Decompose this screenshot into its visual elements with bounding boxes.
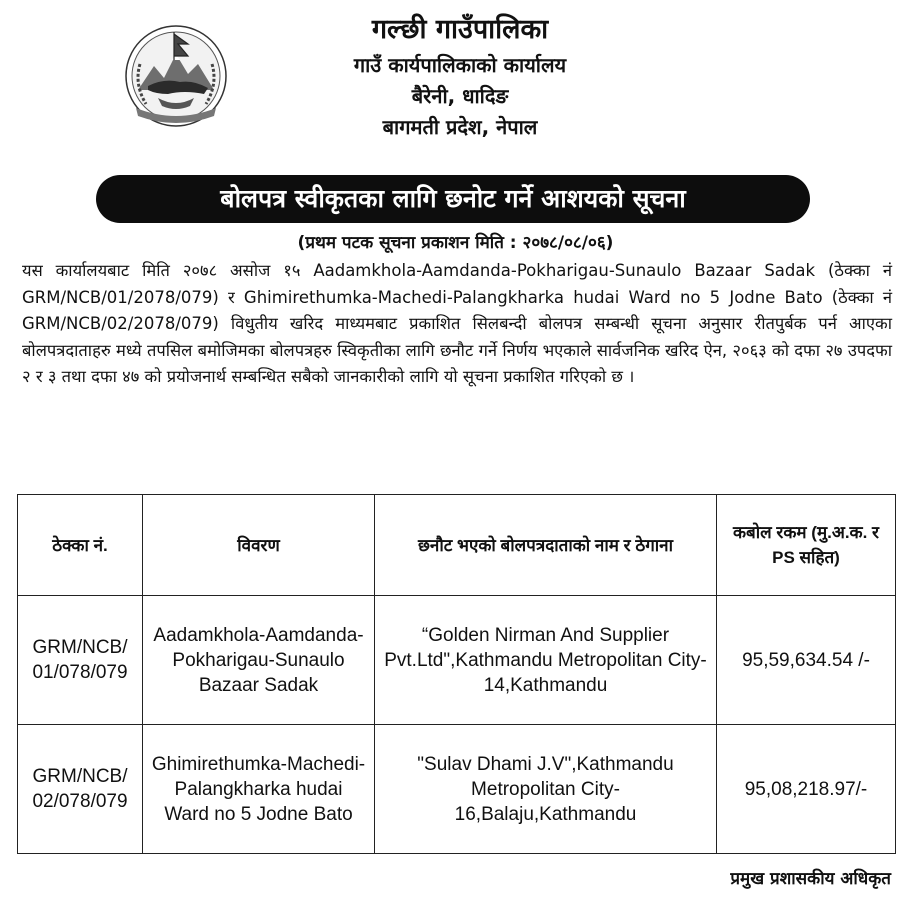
office-address-block [250,10,670,143]
notice-body-text: यस कार्यालयबाट मिति २०७८ असोज १५ Aadamkhola-Aamdanda-Pokharigau-Sunaulo Bazaar Sadak (ठेक्का नं GRM/NCB/01/2078/079) र Ghimirethumka-Machedi-Palangkharka hudai Ward no 5 Jodne Bato (ठेक्का नं GRM/NCB/02/2078/079) विधुतीय खरिद माध्यमबाट प्रकाशित सिलबन्दी बोलपत्र सम्बन्धी सूचना अनुसार रीतपुर्बक पर्न आएका बोलपत्रदाताहरु मध्ये तपसिल बमोजिमका बोलपत्रहरु स्विकृतीका लागि छनौट गर्ने निर्णय भएकाले सार्वजनिक खरिद ऐन, २०६३ को दफा २७ उपदफा २ र ३ तथा दफा ४७ को प्रयोजनार्थ सम्बन्धित सबैको जानकारीको लागि यो सूचना प्रकाशित गरिएको छ । [22,261,892,386]
header-amount: कबोल रकम (मु.अ.क. र PS सहित) [717,495,896,596]
publication-date: (प्रथम पटक सूचना प्रकाशन मिति : २०७८/०८/०६) [297,233,614,253]
notice-title-banner: बोलपत्र स्वीकृतका लागि छनोट गर्ने आशयको सूचना [96,175,810,223]
cell-description: Aadamkhola-Aamdanda-Pokharigau-Sunaulo Bazaar Sadak [143,596,375,725]
cell-amount: 95,08,218.97/- [717,725,896,854]
cell-amount: 95,59,634.54 /- [717,596,896,725]
selected-bidders-table [17,494,896,854]
nepal-emblem-icon [124,24,228,128]
province-country: बागमती प्रदेश, नेपाल [382,115,538,139]
table-row [18,596,896,725]
signatory-title: प्रमुख प्रशासकीय अधिकृत [730,869,891,889]
table-header-row [18,495,896,596]
header-contract-no: ठेक्का नं. [18,495,143,596]
cell-bidder: "Sulav Dhami J.V",Kathmandu Metropolitan City-16,Balaju,Kathmandu [375,725,717,854]
table-row [18,725,896,854]
cell-bidder: “Golden Nirman And Supplier Pvt.Ltd",Kathmandu Metropolitan City-14,Kathmandu [375,596,717,725]
header-bidder: छनौट भएको बोलपत्रदाताको नाम र ठेगाना [375,495,717,596]
notice-header [0,0,911,160]
cell-description: Ghimirethumka-Machedi-Palangkharka hudai Ward no 5 Jodne Bato [143,725,375,854]
office-name: गाउँ कार्यपालिकाको कार्यालय [353,53,567,77]
municipality-name: गल्छी गाउँपालिका [371,14,549,45]
office-location: बैरेनी, धादिङ [411,84,509,108]
header-description: विवरण [143,495,375,596]
cell-contract-no: GRM/NCB/ 02/078/079 [18,725,143,854]
cell-contract-no: GRM/NCB/ 01/078/079 [18,596,143,725]
